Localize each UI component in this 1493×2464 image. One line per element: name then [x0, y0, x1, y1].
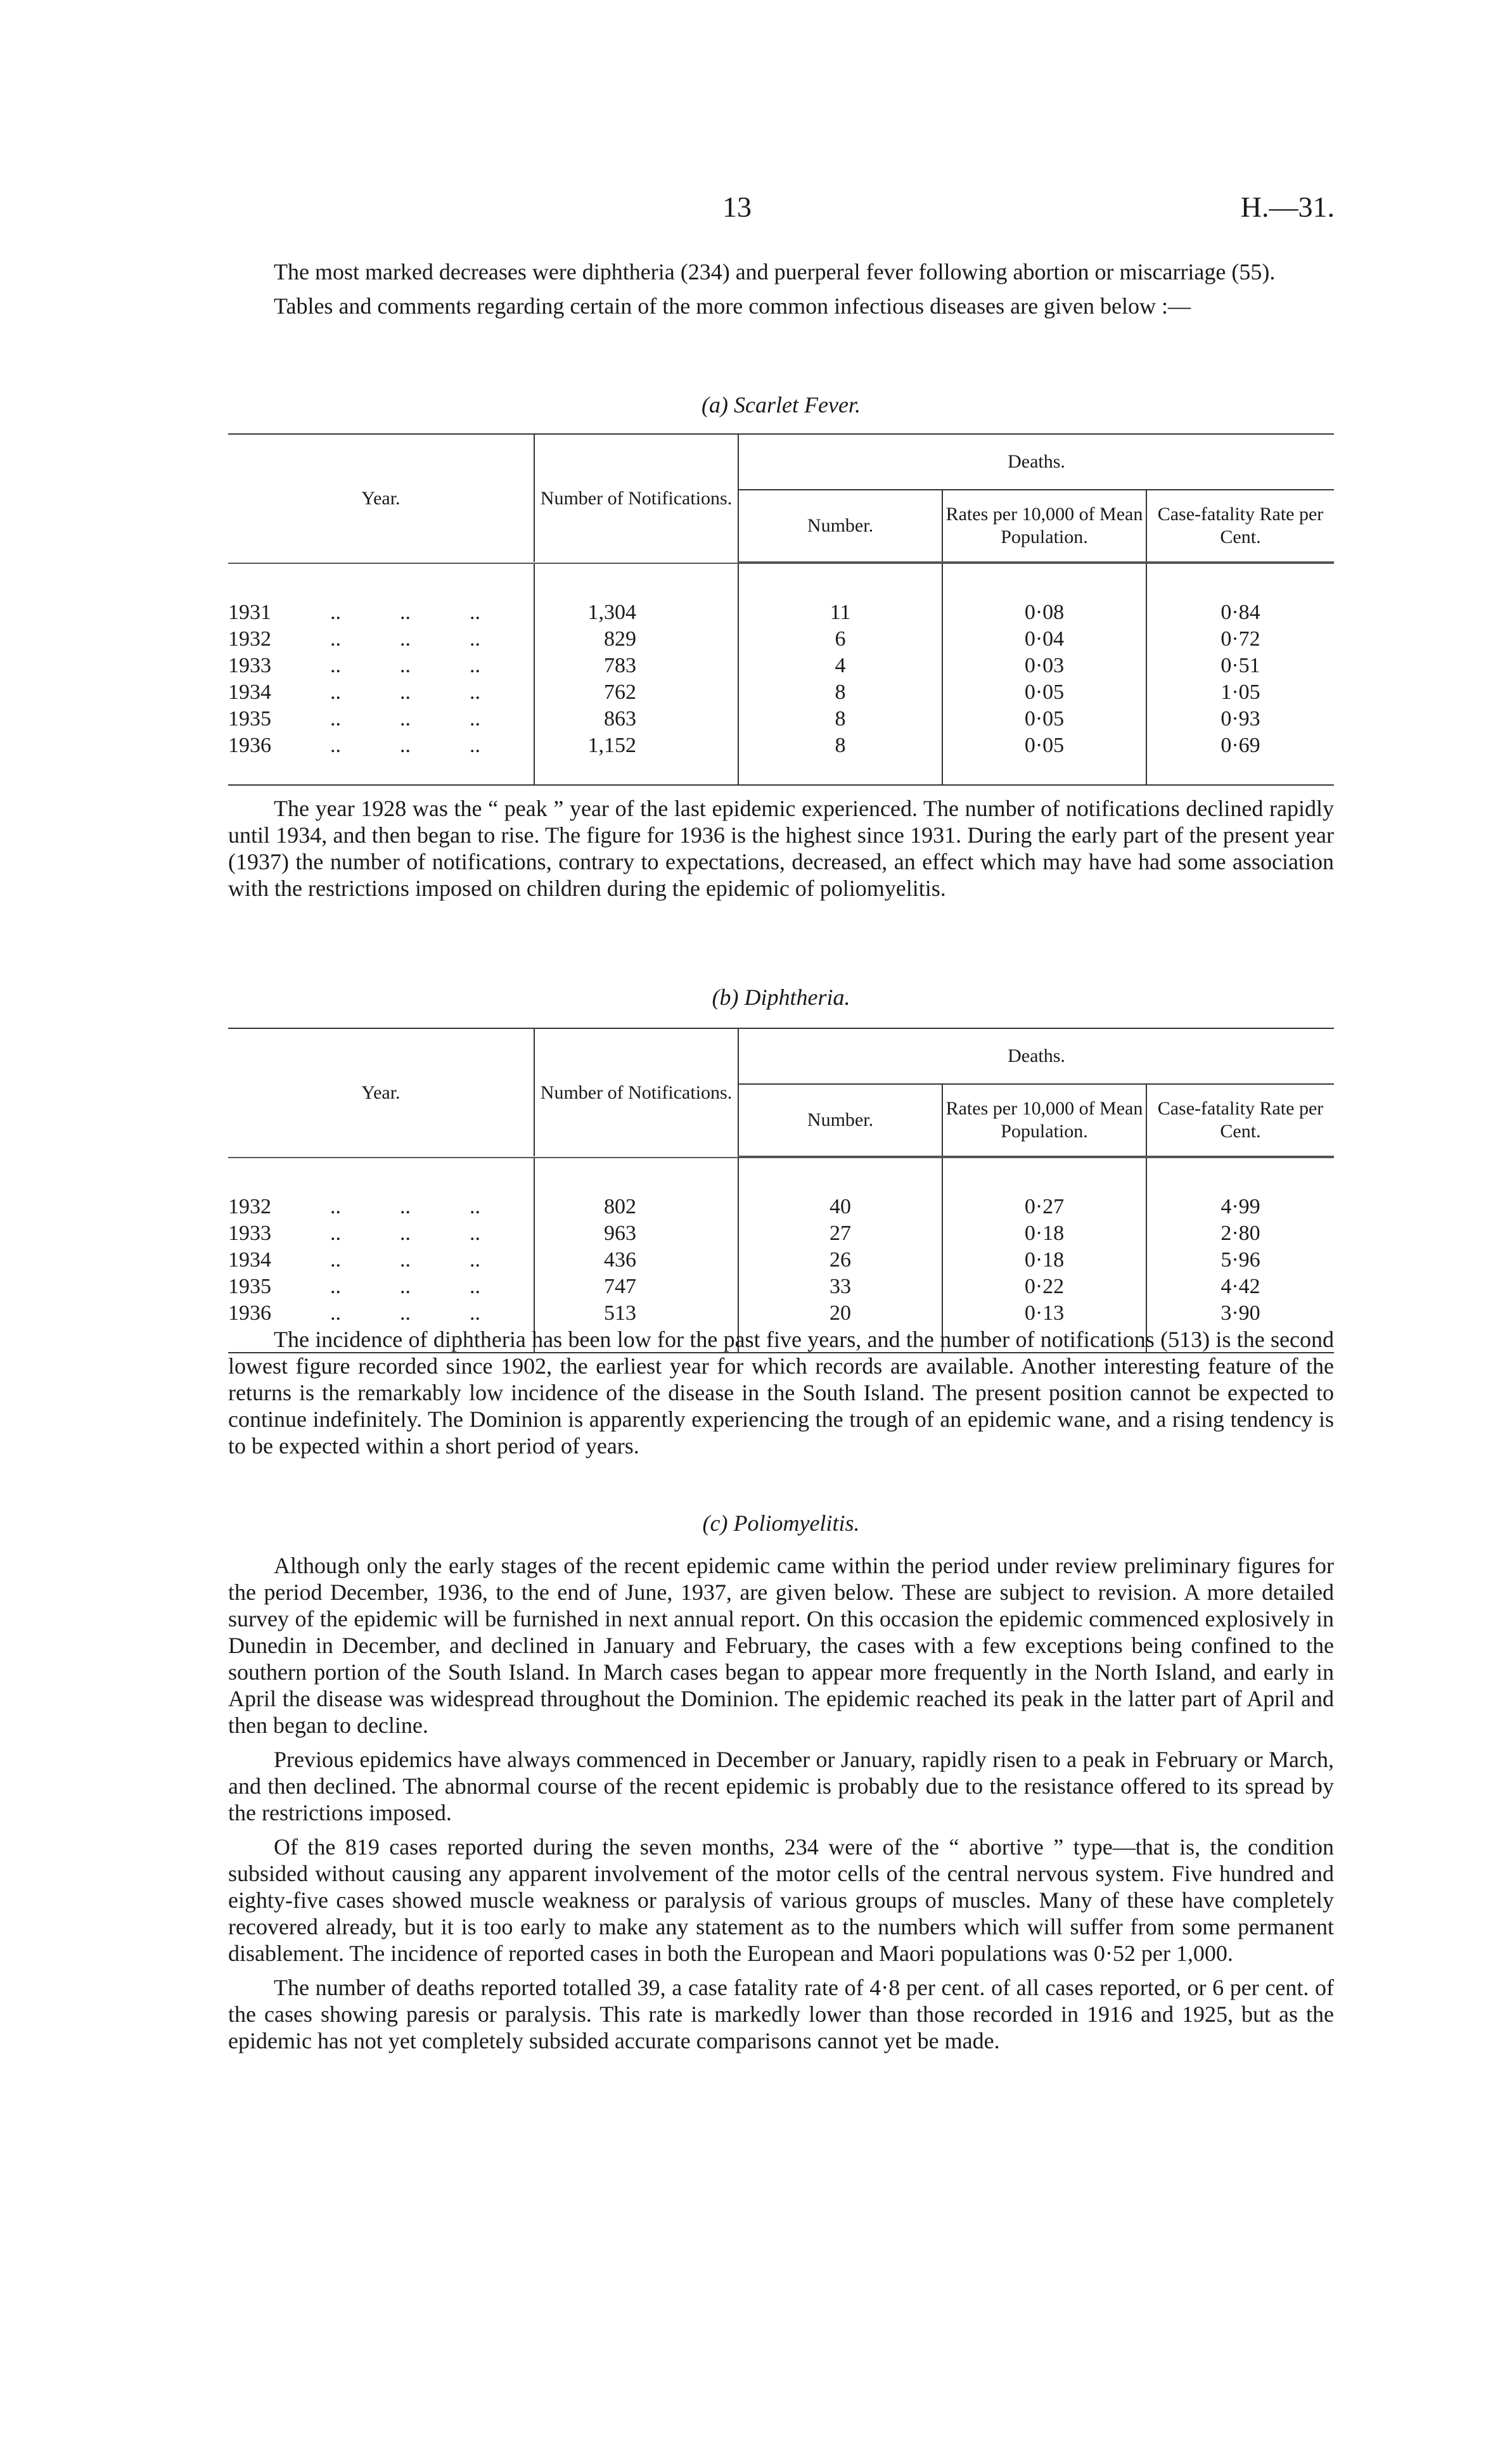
notifications-cell: 747 — [534, 1273, 738, 1300]
deaths-number-header: Number. — [738, 490, 942, 562]
deaths-number-cell: 8 — [738, 679, 942, 706]
document-reference: H.—31. — [1240, 191, 1335, 223]
table-row — [228, 679, 1334, 706]
case-fatality-cell: 0·69 — [1146, 732, 1334, 785]
case-fatality-cell: 1·05 — [1146, 679, 1334, 706]
leader-dots: .. .. .. — [330, 707, 480, 731]
year-cell: 1935 — [228, 1275, 271, 1298]
leader-dots: .. .. .. — [330, 627, 480, 651]
rate-cell: 0·18 — [942, 1220, 1146, 1247]
leader-dots: .. .. .. — [330, 601, 480, 624]
case-fatality-cell: 0·93 — [1146, 706, 1334, 732]
year-cell: 1933 — [228, 1222, 271, 1245]
notifications-header: Number of Notifications. — [534, 434, 738, 562]
table-row — [228, 626, 1334, 653]
year-cell: 1935 — [228, 707, 271, 731]
rate-cell: 0·05 — [942, 679, 1146, 706]
deaths-number-cell: 27 — [738, 1220, 942, 1247]
year-cell: 1932 — [228, 1195, 271, 1218]
case-fatality-cell: 0·72 — [1146, 626, 1334, 653]
notifications-cell: 963 — [534, 1220, 738, 1247]
table-row — [228, 1273, 1334, 1300]
case-fatality-cell: 4·42 — [1146, 1273, 1334, 1300]
case-fatality-header: Case-fatality Rate per Cent. — [1146, 490, 1334, 562]
rate-cell: 0·05 — [942, 706, 1146, 732]
deaths-number-cell: 8 — [738, 732, 942, 785]
year-cell: 1931 — [228, 601, 271, 624]
notifications-cell: 802 — [534, 1158, 738, 1220]
deaths-number-cell: 11 — [738, 563, 942, 626]
case-fatality-header: Case-fatality Rate per Cent. — [1146, 1084, 1334, 1156]
case-fatality-cell: 5·96 — [1146, 1247, 1334, 1273]
intro-paragraph: Tables and comments regarding certain of the more common infectious diseases are given below :— — [274, 293, 1191, 319]
intro-text — [228, 259, 1334, 327]
table-row — [228, 653, 1334, 679]
rate-cell: 0·13 — [942, 1300, 1146, 1353]
notifications-cell: 783 — [534, 653, 738, 679]
comment-paragraph: The year 1928 was the “ peak ” year of the last epidemic experienced. The number of notifications declined rapidly until 1934, and then began to rise. The figure for 1936 is the highest since 1931. During the early part of the present year (1937) the number of notifications, contrary to expectations, decreased, an effect which may have had some association with the restrictions imposed on children during the epidemic of poliomyelitis. — [228, 796, 1334, 901]
notifications-cell: 762 — [534, 679, 738, 706]
poliomyelitis-text — [228, 1552, 1334, 2062]
rate-cell: 0·27 — [942, 1158, 1146, 1220]
scarlet-fever-comment — [228, 795, 1334, 909]
leader-dots: .. .. .. — [330, 680, 480, 704]
leader-dots: .. .. .. — [330, 1195, 480, 1218]
deaths-number-cell: 20 — [738, 1300, 942, 1353]
year-header: Year. — [228, 1028, 534, 1156]
comment-paragraph: The incidence of diphtheria has been low for the past five years, and the number of notifications (513) is the second lowest figure recorded since 1902, the earliest year for which records are available. Another interesting feature of the returns is the remarkably low incidence of the disease in the South Island. The present position cannot be expected to continue indefinitely. The Dominion is apparently experiencing the trough of an epidemic wane, and a rising tendency is to be expected within a short period of years. — [228, 1327, 1334, 1459]
table-row — [228, 563, 1334, 626]
notifications-cell: 863 — [534, 706, 738, 732]
rate-cell: 0·05 — [942, 732, 1146, 785]
notifications-cell: 436 — [534, 1247, 738, 1273]
leader-dots: .. .. .. — [330, 1222, 480, 1245]
diphtheria-table — [228, 1028, 1334, 1353]
case-fatality-cell: 0·51 — [1146, 653, 1334, 679]
leader-dots: .. .. .. — [330, 1275, 480, 1298]
case-fatality-cell: 2·80 — [1146, 1220, 1334, 1247]
rate-cell: 0·03 — [942, 653, 1146, 679]
notifications-cell: 1,152 — [534, 732, 738, 785]
deaths-number-cell: 8 — [738, 706, 942, 732]
diphtheria-caption: (b) Diphtheria. — [712, 985, 850, 1010]
year-cell: 1936 — [228, 1301, 271, 1325]
table-row — [228, 732, 1334, 785]
poliomyelitis-caption: (c) Poliomyelitis. — [702, 1510, 860, 1536]
leader-dots: .. .. .. — [330, 1248, 480, 1272]
rates-header: Rates per 10,000 of Mean Population. — [942, 490, 1146, 562]
scarlet-fever-caption: (a) Scarlet Fever. — [702, 392, 861, 418]
leader-dots: .. .. .. — [330, 734, 480, 757]
deaths-number-header: Number. — [738, 1084, 942, 1156]
deaths-number-cell: 6 — [738, 626, 942, 653]
notifications-cell: 1,304 — [534, 563, 738, 626]
deaths-header: Deaths. — [738, 1028, 1334, 1084]
polio-paragraph: Previous epidemics have always commenced in December or January, rapidly risen to a peak in February or March, and then declined. The abnormal course of the recent epidemic is probably due to the resistance offered to its spread by the restrictions imposed. — [228, 1747, 1334, 1825]
rates-header: Rates per 10,000 of Mean Population. — [942, 1084, 1146, 1156]
polio-paragraph: Although only the early stages of the recent epidemic came within the period under review preliminary figures for the period December, 1936, to the end of June, 1937, are given below. These are subject to revision. A more detailed survey of the epidemic will be furnished in next annual report. On this occasion the epidemic commenced explosively in Dunedin in December, and declined in January and February, the cases with a few exceptions being confined to the southern portion of the South Island. In March cases began to appear more frequently in the North Island, and early in April the disease was widespread throughout the Dominion. The epidemic reached its peak in the latter part of April and then began to decline. — [228, 1553, 1334, 1738]
case-fatality-cell: 3·90 — [1146, 1300, 1334, 1353]
year-header: Year. — [228, 434, 534, 562]
year-cell: 1936 — [228, 734, 271, 757]
case-fatality-cell: 0·84 — [1146, 563, 1334, 626]
year-cell: 1934 — [228, 680, 271, 704]
deaths-header: Deaths. — [738, 434, 1334, 490]
deaths-number-cell: 4 — [738, 653, 942, 679]
year-cell: 1932 — [228, 627, 271, 651]
year-cell: 1934 — [228, 1248, 271, 1272]
rate-cell: 0·04 — [942, 626, 1146, 653]
diphtheria-comment — [228, 1326, 1334, 1467]
notifications-cell: 829 — [534, 626, 738, 653]
leader-dots: .. .. .. — [330, 654, 480, 677]
year-cell: 1933 — [228, 654, 271, 677]
deaths-number-cell: 26 — [738, 1247, 942, 1273]
deaths-number-cell: 40 — [738, 1158, 942, 1220]
deaths-number-cell: 33 — [738, 1273, 942, 1300]
page-number: 13 — [722, 191, 752, 223]
rate-cell: 0·22 — [942, 1273, 1146, 1300]
notifications-cell: 513 — [534, 1300, 738, 1353]
table-row — [228, 1158, 1334, 1220]
intro-paragraph: The most marked decreases were diphtheria (234) and puerperal fever following abortion or miscarriage (55). — [274, 259, 1276, 284]
table-row — [228, 1220, 1334, 1247]
notifications-header: Number of Notifications. — [534, 1028, 738, 1156]
polio-paragraph: Of the 819 cases reported during the seven months, 234 were of the “ abortive ” type—that is, the condition subsided without causing any apparent involvement of the motor cells of the central nervous system. Five hundred and eighty-five cases showed muscle weakness or paralysis of various groups of muscles. Many of these have completely recovered already, but it is too early to make any statement as to the numbers which will suffer from some permanent disablement. The incidence of reported cases in both the European and Maori populations was 0·52 per 1,000. — [228, 1834, 1334, 1966]
table-row — [228, 706, 1334, 732]
table-row — [228, 1247, 1334, 1273]
polio-paragraph: The number of deaths reported totalled 39, a case fatality rate of 4·8 per cent. of all cases reported, or 6 per cent. of the cases showing paresis or paralysis. This rate is markedly lower than those recorded in 1916 and 1925, but as the epidemic has not yet completely subsided accurate comparisons cannot yet be made. — [228, 1975, 1334, 2053]
case-fatality-cell: 4·99 — [1146, 1158, 1334, 1220]
rate-cell: 0·08 — [942, 563, 1146, 626]
scarlet-fever-table — [228, 433, 1334, 786]
rate-cell: 0·18 — [942, 1247, 1146, 1273]
leader-dots: .. .. .. — [330, 1301, 480, 1325]
